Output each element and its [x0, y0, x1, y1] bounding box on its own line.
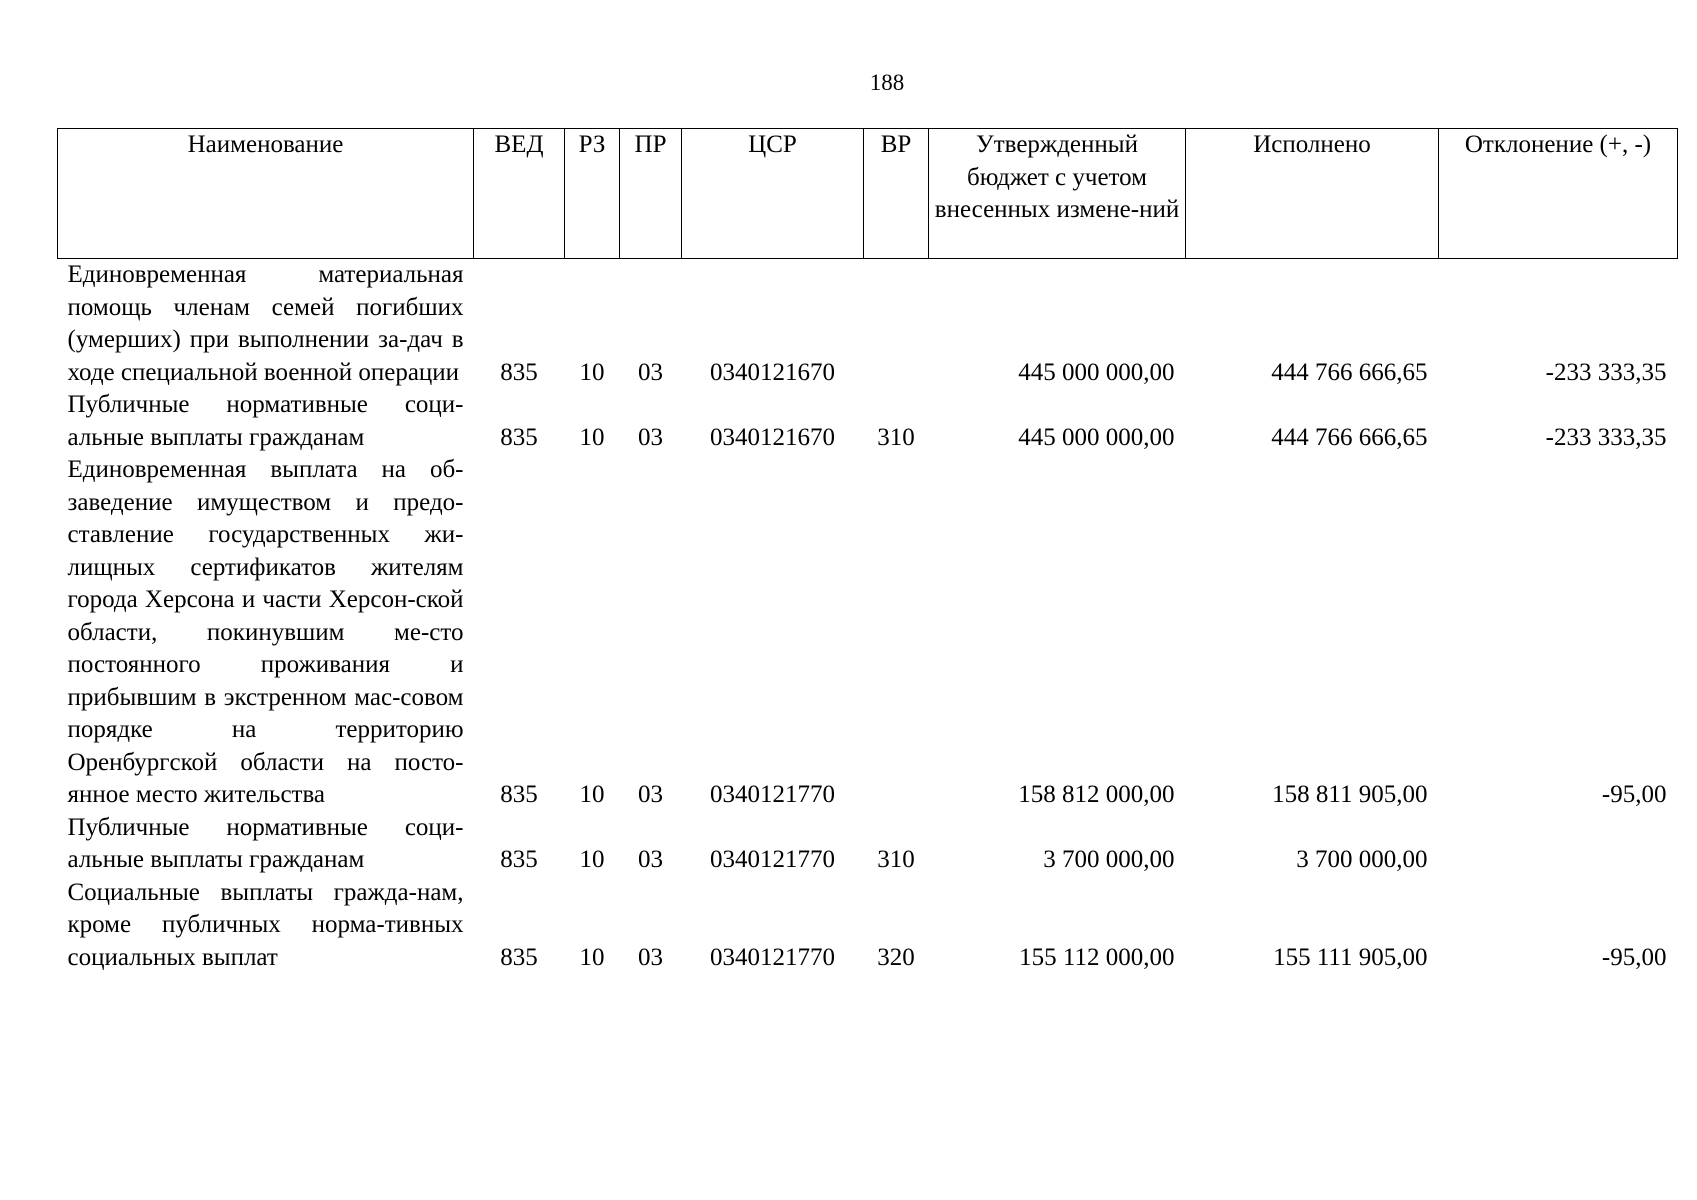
- table-row: [58, 812, 1678, 877]
- table-row: [58, 877, 1678, 975]
- header-executed: Исполнено: [1186, 129, 1439, 259]
- row-deviation: -95,00: [1601, 781, 1667, 808]
- row-csr: 0340121670: [710, 423, 835, 451]
- row-rz: 10: [579, 781, 605, 808]
- header-rz: РЗ: [565, 129, 620, 259]
- header-name: Наименование: [58, 129, 474, 259]
- row-csr: 0340121770: [710, 781, 835, 808]
- row-rz: 10: [579, 423, 605, 451]
- header-ved: ВЕД: [474, 129, 565, 259]
- table-row: [58, 454, 1678, 812]
- row-pr: 03: [638, 846, 663, 873]
- row-vr: [864, 259, 929, 390]
- row-deviation: -233 333,35: [1545, 358, 1667, 386]
- row-deviation: -95,00: [1601, 943, 1667, 971]
- row-vr: [864, 454, 929, 812]
- row-executed: 158 811 905,00: [1272, 781, 1428, 808]
- row-approved: 155 112 000,00: [1019, 943, 1175, 971]
- row-vr: 320: [877, 943, 915, 971]
- row-rz: 10: [579, 358, 605, 386]
- row-pr: 03: [638, 423, 663, 451]
- row-executed: 444 766 666,65: [1271, 423, 1428, 451]
- header-vr: ВР: [864, 129, 929, 259]
- row-name: Публичные нормативные соци-альные выплаты гражданам: [67, 391, 464, 451]
- table-row: [58, 389, 1678, 454]
- row-ved: 835: [500, 358, 538, 386]
- row-approved: 158 812 000,00: [1018, 781, 1175, 808]
- row-vr: 310: [877, 423, 915, 451]
- row-approved: 445 000 000,00: [1018, 423, 1175, 451]
- row-executed: 155 111 905,00: [1273, 943, 1428, 971]
- table-row: [58, 259, 1678, 390]
- row-pr: 03: [638, 358, 663, 386]
- row-pr: 03: [638, 943, 663, 971]
- budget-execution-table: [57, 128, 1678, 974]
- row-ved: 835: [500, 943, 538, 971]
- row-name: Единовременная выплата на об-заведение имуществом и предо-ставление государственных жи-лищных сертификатов жителям города Херсона и части Херсон-ской области, покинувшим ме-сто постоянного проживания и прибывшим в экстренном мас-совом порядке на территорию Оренбургской области на посто-янное место жительства: [67, 456, 464, 808]
- row-approved: 445 000 000,00: [1018, 358, 1175, 386]
- page-number: 188: [869, 70, 905, 95]
- row-vr: 310: [877, 846, 915, 873]
- header-deviation: Отклонение (+, -): [1439, 129, 1678, 259]
- row-deviation: [1439, 812, 1678, 877]
- row-rz: 10: [579, 846, 605, 873]
- row-executed: 3 700 000,00: [1296, 846, 1428, 873]
- header-csr: ЦСР: [682, 129, 864, 259]
- row-ved: 835: [500, 781, 538, 808]
- row-name: Публичные нормативные соци-альные выплаты гражданам: [67, 813, 464, 873]
- header-approved: Утвержденный бюджет с учетом внесенных измене-ний: [929, 129, 1186, 259]
- header-pr: ПР: [620, 129, 682, 259]
- row-csr: 0340121670: [710, 358, 835, 386]
- row-ved: 835: [500, 846, 538, 873]
- row-approved: 3 700 000,00: [1043, 846, 1175, 873]
- row-pr: 03: [638, 781, 663, 808]
- table-header-row: [58, 129, 1678, 259]
- row-rz: 10: [579, 943, 605, 971]
- row-csr: 0340121770: [710, 846, 835, 873]
- row-executed: 444 766 666,65: [1271, 358, 1428, 386]
- row-ved: 835: [500, 423, 538, 451]
- row-name: Единовременная материальная помощь членам семей погибших (умерших) при выполнении за-дач в ходе специальной военной операции: [67, 261, 464, 386]
- row-csr: 0340121770: [710, 943, 835, 971]
- row-name: Социальные выплаты гражда-нам, кроме публичных норма-тивных социальных выплат: [67, 878, 464, 971]
- row-deviation: -233 333,35: [1545, 423, 1667, 451]
